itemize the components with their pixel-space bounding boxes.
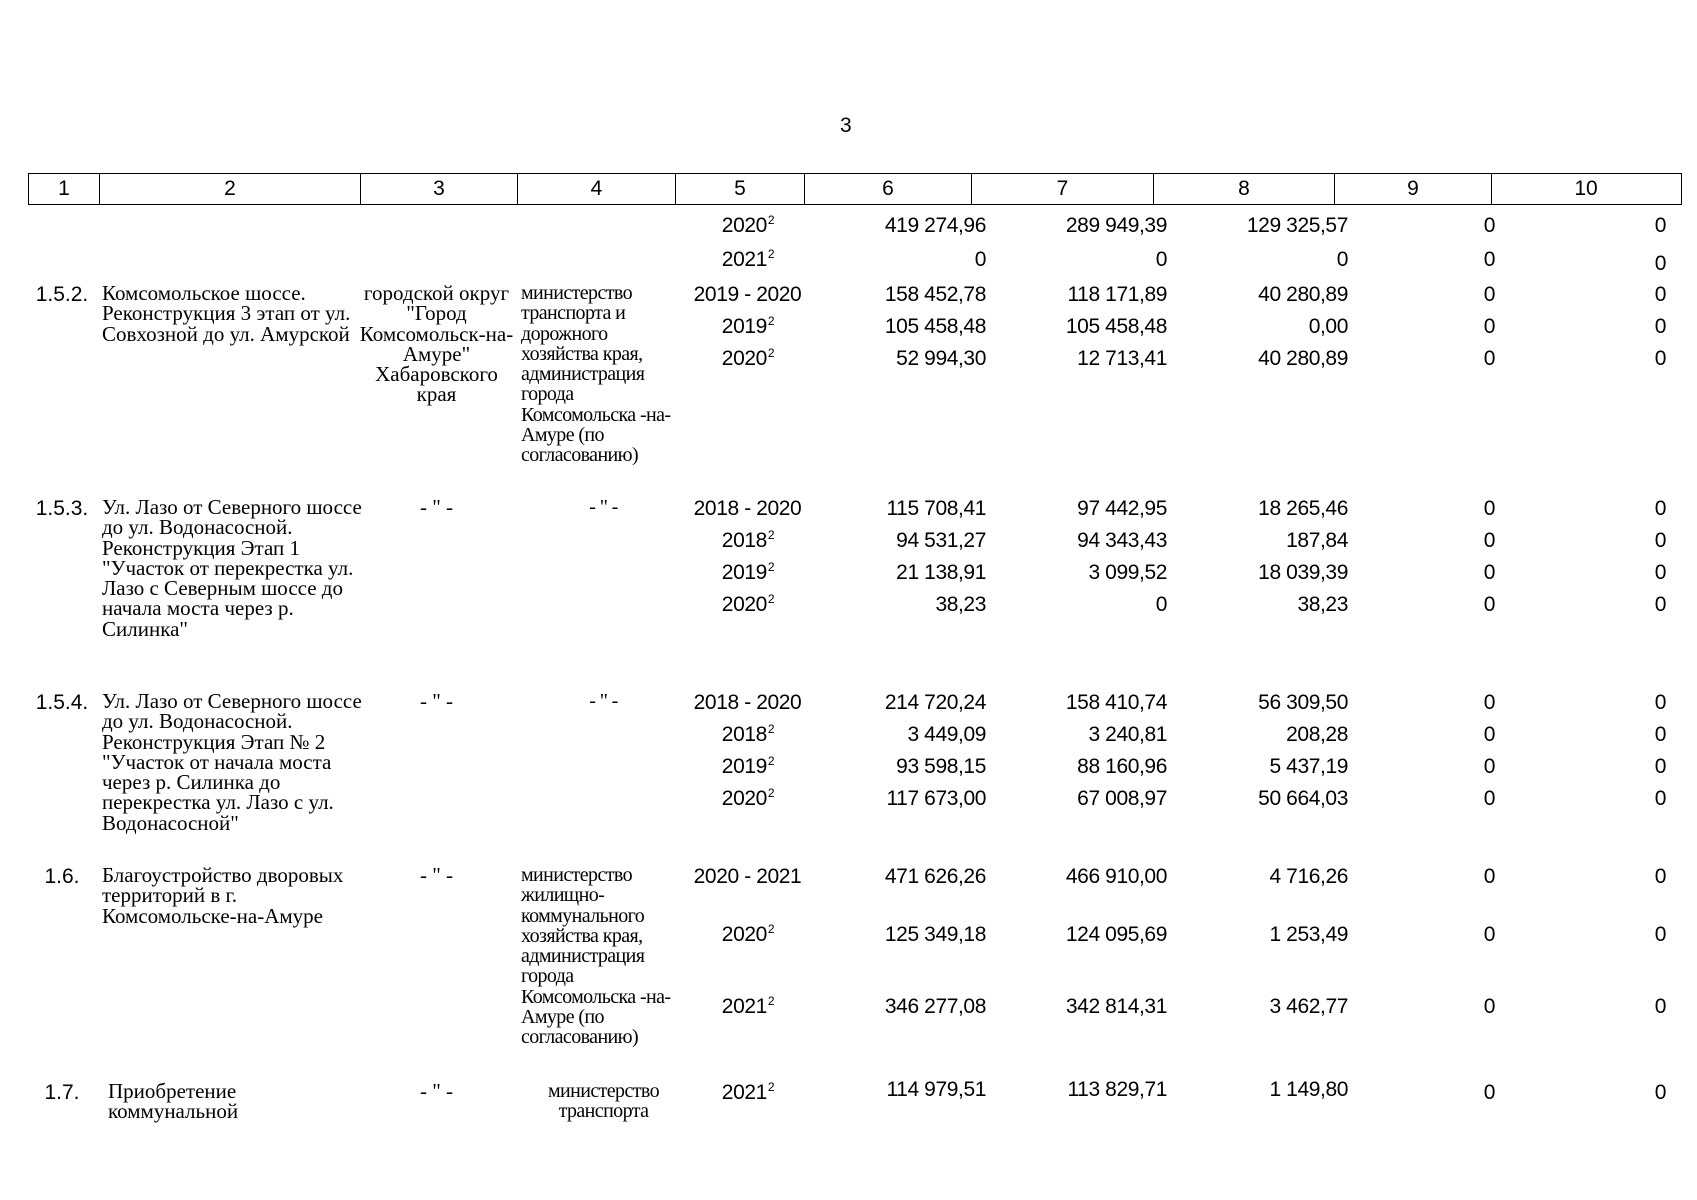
value-row — [28, 283, 1682, 309]
federal-cell: 88 160,96 — [1077, 755, 1167, 778]
value-row — [28, 755, 1682, 781]
total-cell: 105 458,48 — [884, 315, 986, 338]
total-cell: 3 449,09 — [907, 723, 986, 746]
item-name: Благоустройство дворовых территорий в г. Комсомольске-на-Амуре — [102, 863, 344, 928]
local-cell: 0 — [1483, 787, 1495, 810]
local-cell: 0 — [1483, 691, 1495, 714]
item-responsible: министерство транспорта и дорожного хозяйства края, администрация города Комсомольска -на-Амуре (по согласованию) — [521, 282, 671, 467]
total-cell: 471 626,26 — [884, 865, 986, 888]
item-executor: - " - — [419, 863, 454, 887]
item-name: Ул. Лазо от Северного шоссе до ул. Водонасосной. Реконструкция Этап № 2 "Участок от начала моста через р. Силинка до перекрестка ул. Лазо с ул. Водонасосной" — [102, 689, 362, 835]
total-cell: 419 274,96 — [884, 214, 986, 237]
federal-cell: 12 713,41 — [1077, 347, 1167, 370]
value-row — [28, 529, 1682, 555]
year-cell: 2021$^2$ — [721, 1080, 775, 1104]
local-cell: 0 — [1483, 283, 1495, 306]
other-cell: 0 — [1654, 497, 1666, 520]
other-cell: 0 — [1654, 529, 1666, 552]
year-cell: 2020$^2$ — [721, 346, 775, 370]
regional-cell: 5 437,19 — [1269, 755, 1348, 778]
federal-cell: 3 240,81 — [1088, 723, 1167, 746]
other-cell: 0 — [1654, 1081, 1666, 1104]
item-executor: городской округ "Город Комсомольск-на-Амуре" Хабаровского края — [359, 281, 514, 407]
regional-cell: 18 265,46 — [1258, 497, 1348, 520]
item-responsible: министерство жилищно-коммунального хозяйства края, администрация города Комсомольска -на-Амуре (по согласованию) — [521, 864, 671, 1049]
other-cell: 0 — [1654, 315, 1666, 338]
header-col-10: 10 — [1491, 174, 1680, 204]
local-cell: 0 — [1483, 347, 1495, 370]
other-cell: 0 — [1654, 995, 1666, 1018]
total-cell: 21 138,91 — [896, 561, 986, 584]
header-col-9: 9 — [1334, 174, 1491, 204]
regional-cell: 187,84 — [1286, 529, 1348, 552]
item-responsible: министерство транспорта — [548, 1080, 659, 1123]
item-number: 1.5.3. — [35, 497, 89, 520]
item-executor: - " - — [419, 495, 454, 519]
federal-cell: 97 442,95 — [1077, 497, 1167, 520]
local-cell: 0 — [1483, 529, 1495, 552]
year-cell: 2020$^2$ — [721, 922, 775, 946]
value-row — [28, 593, 1682, 619]
value-row — [28, 561, 1682, 587]
regional-cell: 4 716,26 — [1269, 865, 1348, 888]
regional-cell: 0,00 — [1308, 315, 1348, 338]
year-cell: 2018 - 2020 — [693, 497, 802, 520]
year-cell: 2020 - 2021 — [693, 865, 802, 888]
year-cell: 2018$^2$ — [721, 722, 775, 746]
header-col-6: 6 — [804, 174, 971, 204]
item-executor: - " - — [419, 689, 454, 713]
local-cell: 0 — [1483, 865, 1495, 888]
item-executor: - " - — [419, 1079, 454, 1103]
year-cell: 2021$^2$ — [721, 994, 775, 1018]
total-cell: 114 979,51 — [886, 1078, 986, 1101]
table-header — [28, 173, 1682, 205]
regional-cell: 208,28 — [1286, 723, 1348, 746]
total-cell: 117 673,00 — [886, 787, 986, 810]
regional-cell: 50 664,03 — [1258, 787, 1348, 810]
regional-cell: 56 309,50 — [1258, 691, 1348, 714]
other-cell: 0 — [1654, 787, 1666, 810]
other-cell: 0 — [1654, 283, 1666, 306]
other-cell: 0 — [1654, 593, 1666, 616]
year-cell: 2018$^2$ — [721, 528, 775, 552]
local-cell: 0 — [1483, 497, 1495, 520]
year-cell: 2020$^2$ — [721, 592, 775, 616]
item-name: Приобретение коммунальной — [108, 1079, 239, 1124]
header-col-1: 1 — [58, 177, 70, 200]
local-cell: 0 — [1483, 995, 1495, 1018]
year-cell: 2019 - 2020 — [693, 283, 802, 306]
other-cell: 0 — [1654, 561, 1666, 584]
total-cell: 115 708,41 — [886, 497, 986, 520]
federal-cell: 113 829,71 — [1067, 1078, 1167, 1101]
total-cell: 158 452,78 — [884, 283, 986, 306]
federal-cell: 466 910,00 — [1065, 865, 1167, 888]
item-number: 1.5.4. — [35, 691, 89, 714]
year-cell: 2018 - 2020 — [693, 691, 802, 714]
other-cell: 0 — [1654, 865, 1666, 888]
header-col-3: 3 — [360, 174, 517, 204]
total-cell: 214 720,24 — [884, 691, 986, 714]
regional-cell: 3 462,77 — [1269, 995, 1348, 1018]
regional-cell: 40 280,89 — [1258, 347, 1348, 370]
header-col-2: 2 — [99, 174, 360, 204]
federal-cell: 67 008,97 — [1077, 787, 1167, 810]
federal-cell: 124 095,69 — [1065, 923, 1167, 946]
value-row — [28, 787, 1682, 813]
regional-cell: 129 325,57 — [1246, 214, 1348, 237]
value-row — [28, 995, 1682, 1021]
header-col-7: 7 — [971, 174, 1153, 204]
federal-cell: 3 099,52 — [1088, 561, 1167, 584]
local-cell: 0 — [1483, 315, 1495, 338]
item-responsible: - " - — [589, 496, 618, 518]
value-row — [28, 1078, 1682, 1107]
value-row — [28, 723, 1682, 749]
local-cell: 0 — [1483, 248, 1495, 271]
federal-cell: 158 410,74 — [1065, 691, 1167, 714]
year-cell: 2019$^2$ — [721, 754, 775, 778]
federal-cell: 0 — [1155, 248, 1167, 271]
local-cell: 0 — [1483, 593, 1495, 616]
header-col-5: 5 — [675, 174, 804, 204]
year-cell: 2020$^2$ — [721, 213, 775, 237]
year-cell: 2021$^2$ — [721, 247, 775, 271]
other-cell: 0 — [1654, 252, 1666, 275]
federal-cell: 289 949,39 — [1065, 214, 1167, 237]
federal-cell: 94 343,43 — [1077, 529, 1167, 552]
total-cell: 94 531,27 — [896, 529, 986, 552]
total-cell: 125 349,18 — [884, 923, 986, 946]
other-cell: 0 — [1654, 755, 1666, 778]
year-cell: 2020$^2$ — [721, 786, 775, 810]
regional-cell: 18 039,39 — [1258, 561, 1348, 584]
regional-cell: 40 280,89 — [1258, 283, 1348, 306]
year-cell: 2019$^2$ — [721, 314, 775, 338]
total-cell: 93 598,15 — [896, 755, 986, 778]
local-cell: 0 — [1483, 1081, 1495, 1104]
other-cell: 0 — [1654, 347, 1666, 370]
item-responsible: - " - — [589, 690, 618, 712]
item-number: 1.5.2. — [35, 283, 89, 306]
other-cell: 0 — [1654, 691, 1666, 714]
regional-cell: 0 — [1336, 248, 1348, 271]
federal-cell: 118 171,89 — [1067, 283, 1167, 306]
total-cell: 52 994,30 — [896, 347, 986, 370]
regional-cell: 1 253,49 — [1269, 923, 1348, 946]
local-cell: 0 — [1483, 923, 1495, 946]
local-cell: 0 — [1483, 214, 1495, 237]
value-row — [28, 214, 1682, 240]
total-cell: 0 — [974, 248, 986, 271]
regional-cell: 38,23 — [1297, 593, 1348, 616]
header-col-4: 4 — [517, 174, 675, 204]
value-row — [28, 923, 1682, 949]
other-cell: 0 — [1654, 214, 1666, 237]
total-cell: 38,23 — [935, 593, 986, 616]
local-cell: 0 — [1483, 723, 1495, 746]
value-row — [28, 691, 1682, 717]
local-cell: 0 — [1483, 561, 1495, 584]
item-number: 1.6. — [44, 865, 80, 888]
local-cell: 0 — [1483, 755, 1495, 778]
value-row — [28, 347, 1682, 373]
year-cell: 2019$^2$ — [721, 560, 775, 584]
value-row — [28, 248, 1682, 274]
value-row — [28, 865, 1682, 891]
value-row — [28, 315, 1682, 341]
federal-cell: 105 458,48 — [1065, 315, 1167, 338]
item-name: Комсомольское шоссе. Реконструкция 3 этап от ул. Совхозной до ул. Амурской — [102, 281, 351, 346]
federal-cell: 0 — [1155, 593, 1167, 616]
header-col-8: 8 — [1153, 174, 1334, 204]
value-row — [28, 497, 1682, 523]
item-number: 1.7. — [44, 1081, 80, 1104]
federal-cell: 342 814,31 — [1065, 995, 1167, 1018]
other-cell: 0 — [1654, 723, 1666, 746]
page-number: 3 — [840, 114, 852, 137]
item-name: Ул. Лазо от Северного шоссе до ул. Водонасосной. Реконструкция Этап 1 "Участок от перекрестка ул. Лазо с Северным шоссе до начала моста через р. Силинка" — [102, 495, 362, 641]
regional-cell: 1 149,80 — [1269, 1078, 1348, 1101]
other-cell: 0 — [1654, 923, 1666, 946]
total-cell: 346 277,08 — [884, 995, 986, 1018]
